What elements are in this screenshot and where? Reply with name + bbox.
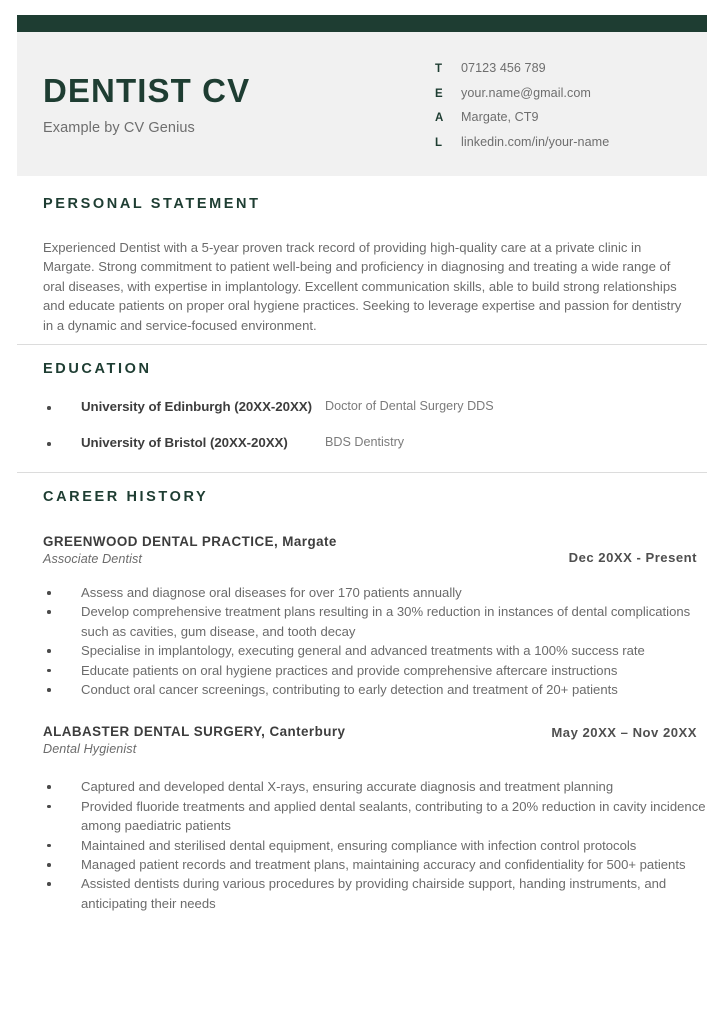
list-item: Educate patients on oral hygiene practices and provide comprehensive aftercare instructions [43,661,707,680]
divider-career-history [17,472,707,473]
section-title-education: EDUCATION [43,361,152,377]
job-company: GREENWOOD DENTAL PRACTICE, Margate [43,534,337,549]
contact-address-value: Margate, CT9 [461,110,539,124]
education-degree: BDS Dentistry [325,435,405,449]
personal-statement-text: Experienced Dentist with a 5-year proven track record of providing high-quality care at a private clinic in Margate. Strong commitment to patient well-being and proficiency in diagnosing and treating a wide range of oral diseases, with expertise in implantology. Excellent communication skills, able to build strong relationships and educate patients on proper oral hygiene practices. Seeking to leverage expertise and passion for dentistry in a dynamic and service-focused environment. [43,240,682,333]
education-degree: Doctor of Dental Surgery DDS [325,399,494,413]
list-item: Specialise in implantology, executing general and advanced treatments with a 100% success rate [43,641,707,660]
phone-icon: T [435,63,443,75]
section-title-career-history: CAREER HISTORY [43,489,209,505]
list-item [43,399,707,435]
job-header [17,724,707,756]
job-identity [43,724,345,756]
contact-row-phone [435,61,697,86]
contact-row-linkedin [435,135,697,160]
job-entry [17,724,707,913]
education-school: University of Bristol (20XX-20XX) [81,435,288,450]
job-company: ALABASTER DENTAL SURGERY, Canterbury [43,724,346,740]
job-header [17,534,707,566]
job-role: Associate Dentist [43,552,142,566]
list-item: Assisted dentists during various procedures by providing chairside support, handing instruments, and anticipating their needs [43,874,707,913]
divider-education [17,344,707,345]
job-bullet-list [17,777,707,913]
list-item: Captured and developed dental X-rays, ensuring accurate diagnosis and treatment planning [43,777,707,796]
job-entry [17,534,707,699]
header-panel [17,32,707,176]
list-item: Develop comprehensive treatment plans resulting in a 30% reduction in instances of dental complications such as cavities, gum disease, and tooth decay [43,602,707,641]
list-item: Managed patient records and treatment plans, maintaining accuracy and confidentiality for 500+ patients [43,855,707,874]
section-title-personal-statement: PERSONAL STATEMENT [43,196,261,212]
contact-email-value[interactable]: your.name@gmail.com [461,85,591,100]
page-subtitle: Example by CV Genius [43,120,195,136]
job-identity [43,534,337,566]
list-item [43,435,707,471]
job-bullet-list [17,583,707,699]
education-school: University of Edinburgh (20XX-20XX) [81,399,312,414]
job-dates: May 20XX – Nov 20XX [551,725,697,741]
section-education [17,344,707,471]
header-accent-bar [17,15,707,32]
email-icon: E [435,87,443,100]
header-content [17,32,707,176]
linkedin-icon: L [435,136,443,149]
list-item: Provided fluoride treatments and applied dental sealants, contributing to a 20% reduction in cavity incidence among paediatric patients [43,797,707,836]
contact-phone-value: 07123 456 789 [461,61,546,75]
list-item: Assess and diagnose oral diseases for over 170 patients annually [43,583,707,602]
section-personal-statement [17,196,707,335]
list-item: Conduct oral cancer screenings, contributing to early detection and treatment of 20+ patients [43,680,707,699]
contact-linkedin-value[interactable]: linkedin.com/in/your-name [461,134,610,149]
education-list [17,399,707,471]
job-role: Dental Hygienist [43,742,137,757]
list-item: Maintained and sterilised dental equipment, ensuring compliance with infection control protocols [43,836,707,855]
address-icon: A [435,112,444,124]
contact-list [435,61,697,159]
section-career-history [17,472,707,913]
contact-row-email [435,86,697,111]
page-title: DENTIST CV [43,72,251,109]
contact-row-address [435,110,697,135]
job-dates: Dec 20XX - Present [568,550,697,565]
